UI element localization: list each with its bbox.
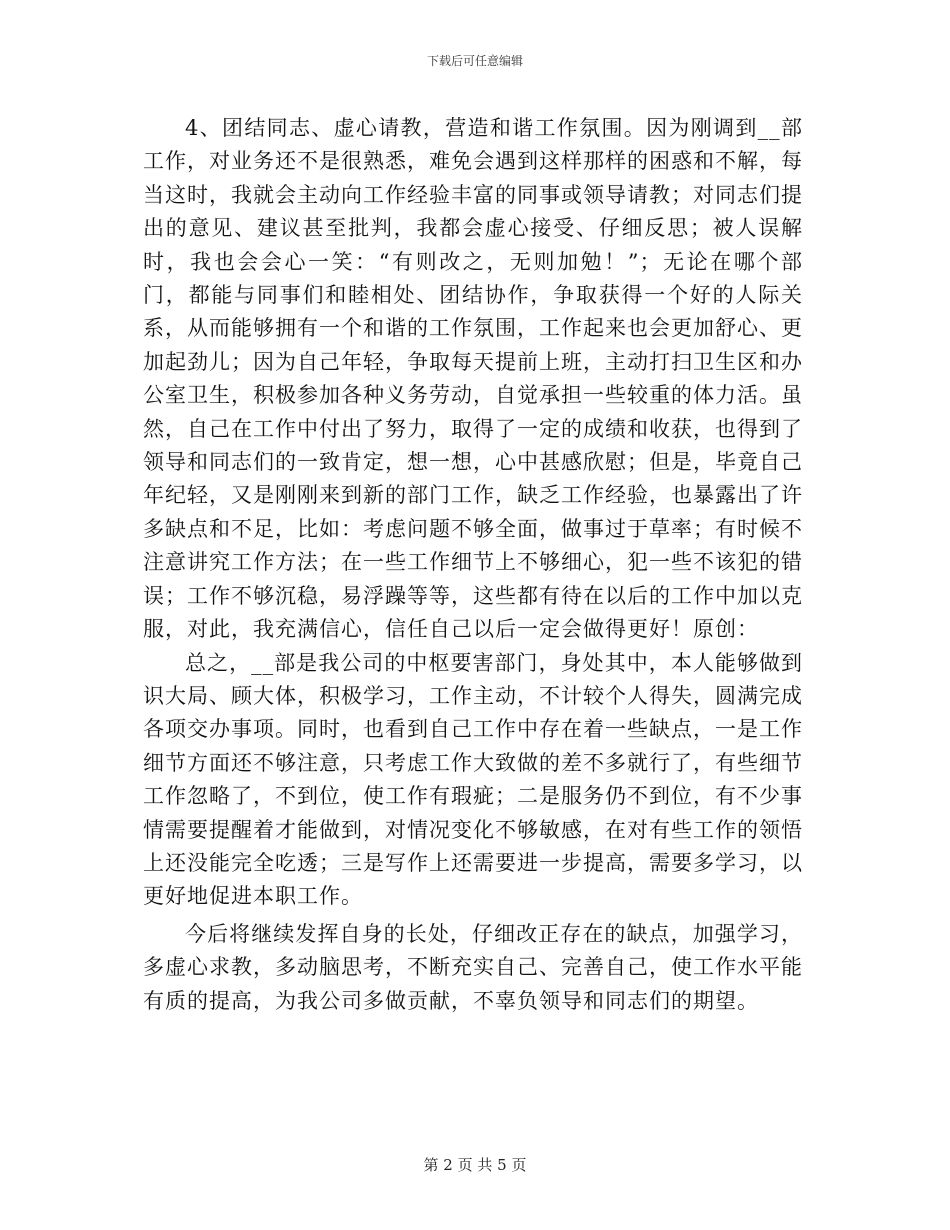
paragraph-future-plans: 今后将继续发挥自身的长处，仔细改正存在的缺点，加强学习，多虚心求教，多动脑思考，不断充实自己、完善自己，使工作水平能有质的提高，为我公司多做贡献，不辜负领导和同志们的期望。 xyxy=(143,921,803,1013)
page-header-note: 下载后可任意编辑 xyxy=(426,54,523,68)
paragraph-unity-colleagues: 4、团结同志、虚心请教，营造和谐工作氛围。因为刚调到__部工作，对业务还不是很熟悉，难免会遇到这样那样的困惑和不解，每当这时，我就会主动向工作经验丰富的同事或领导请教；对同志们提出的意见、建议甚至批判，我都会虚心接受、仔细反思；被人误解时，我也会会心一笑：“有则改之，无则加勉！”；无论在哪个部门，都能与同事们和睦相处、团结协作，争取获得一个好的人际关系，从而能够拥有一个和谐的工作氛围，工作起来也会更加舒心、更加起劲儿；因为自己年轻，争取每天提前上班，主动打扫卫生区和办公室卫生，积极参加各种义务劳动，自觉承担一些较重的体力活。虽然，自己在工作中付出了努力，取得了一定的成绩和收获，也得到了领导和同志们的一致肯定，想一想，心中甚感欣慰；但是，毕竟自己年纪轻，又是刚刚来到新的部门工作，缺乏工作经验，也暴露出了许多缺点和不足，比如：考虑问题不够全面，做事过于草率；有时候不注意讲究工作方法；在一些工作细节上不够细心，犯一些不该犯的错误；工作不够沉稳，易浮躁等等，这些都有待在以后的工作中加以克服，对此，我充满信心，信任自己以后一定会做得更好！原创： xyxy=(143,116,803,642)
page-number: 第 2 页 共 5 页 xyxy=(423,1156,527,1174)
document-body xyxy=(143,112,803,1018)
paragraph-summary: 总之，__部是我公司的中枢要害部门，身处其中，本人能够做到识大局、顾大体，积极学习，工作主动，不计较个人得失，圆满完成各项交办事项。同时，也看到自己工作中存在着一些缺点，一是工作细节方面还不够注意，只考虑工作大致做的差不多就行了，有些细节工作忽略了，不到位，使工作有瑕疵；二是服务仍不到位，有不少事情需要提醒着才能做到，对情况变化不够敏感，在对有些工作的领悟上还没能完全吃透；三是写作上还需要进一步提高，需要多学习，以更好地促进本职工作。 xyxy=(143,650,803,909)
